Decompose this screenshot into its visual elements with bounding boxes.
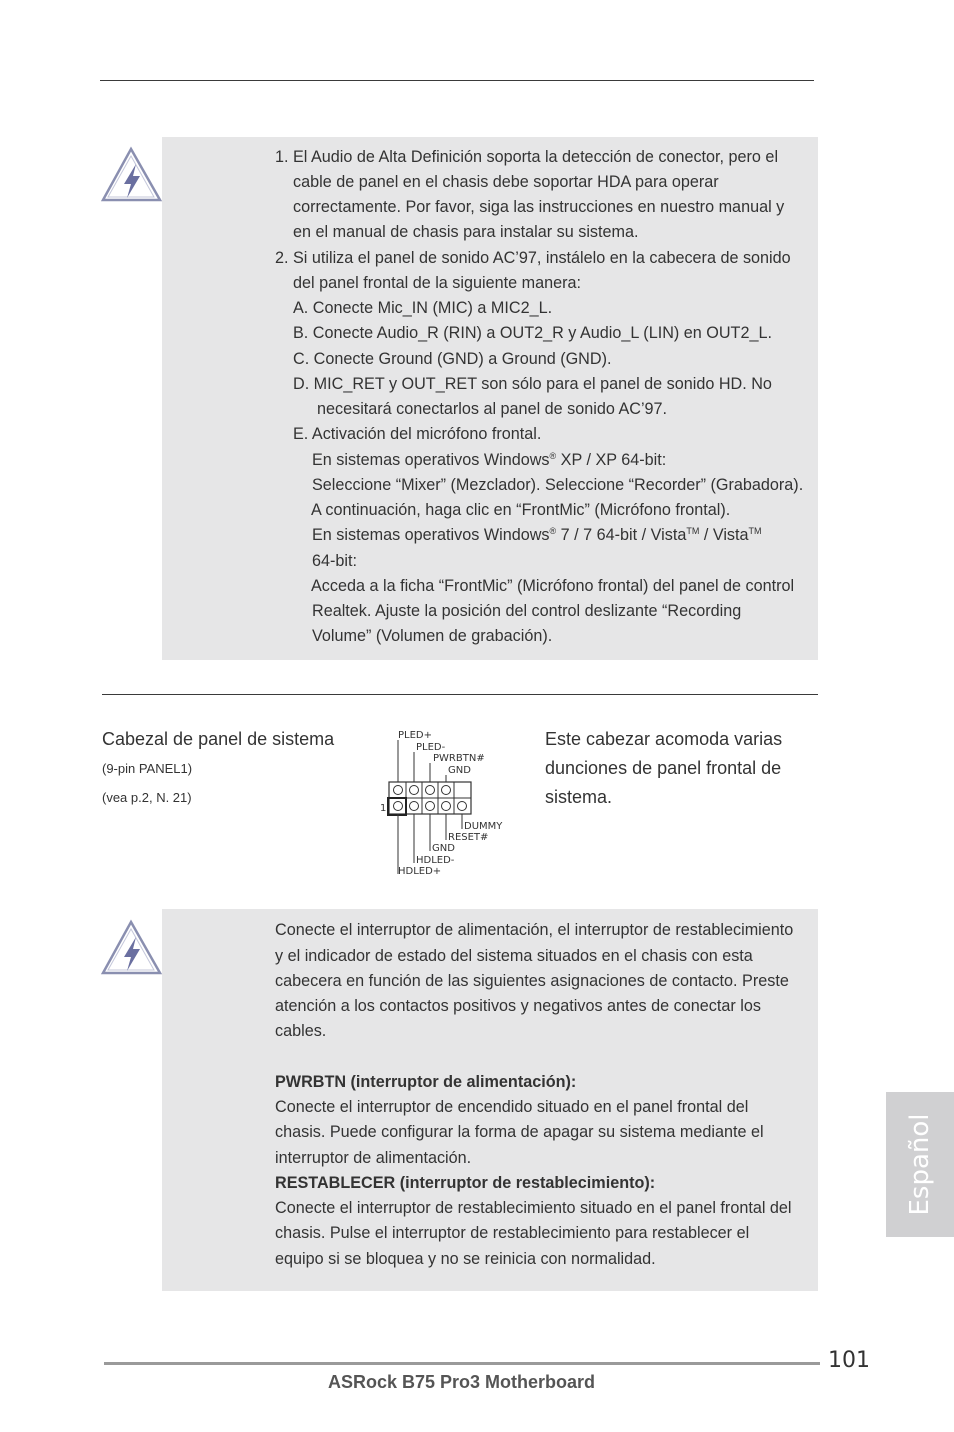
trademark-mark: TM [686,526,700,536]
note1-line-5: 2. Si utiliza el panel de sonido AC’97, instálelo en la cabecera de sonido [275,249,791,267]
footer-bar [104,1362,820,1365]
reset-line-3: equipo si se bloquea y no se reinicia con normalidad. [275,1250,656,1268]
note1-line-11: necesitará conectarlos al panel de sonido AC’97. [317,400,668,418]
note1-line-1: 1. El Audio de Alta Definición soporta la detección de conector, pero el [275,148,779,166]
footer-title: ASRock B75 Pro3 Motherboard [328,1372,596,1392]
note1-tail-1: Acceda a la ficha “FrontMic” (Micrófono frontal) del panel de control [311,577,795,595]
pwrbtn-line-2: chasis. Puede configurar la forma de apagar su sistema mediante el [275,1123,764,1141]
note1-line-4: en el manual de chasis para instalar su sistema. [293,223,639,241]
pin-label-pwrbtn: PWRBTN# [433,753,485,764]
pin-label-pled-minus: PLED- [416,742,446,753]
note2-intro-4: atención a los contactos positivos y negativos antes de conectar los [275,997,761,1015]
note1-line-2: cable de panel en el chasis debe soportar HDA para operar [293,173,719,191]
note1-continue-line: A continuación, haga clic en “FrontMic” (Micrófono frontal). [311,501,731,519]
note1-win7-line [312,525,762,545]
xp-prefix: En sistemas operativos Windows [312,451,550,469]
note1-line-8: B. Conecte Audio_R (RIN) a OUT2_R y Audio_L (LIN) en OUT2_L. [293,324,772,342]
xp-suffix: XP / XP 64-bit: [556,451,667,469]
language-tab [886,1092,954,1237]
section-rule [102,694,818,695]
top-rule [100,80,814,81]
note1-line-3: correctamente. Por favor, siga las instrucciones en nuestro manual y [293,198,785,216]
note1-tail-3: Volume” (Volumen de grabación). [312,627,553,645]
note1-xp-line [312,450,666,470]
reset-line-2: chasis. Pulse el interruptor de restablecimiento para restablecer el [275,1224,750,1242]
note2-intro-2: y el indicador de estado del sistema situados en el chasis con esta [275,947,753,965]
registered-mark: ® [549,526,557,536]
pin-info: (9-pin PANEL1) [102,761,193,776]
page-number: 101 [828,1348,870,1373]
trademark-mark: TM [748,526,762,536]
pin-label-reset: RESET# [448,832,489,843]
note1-mixer-line: Seleccione “Mixer” (Mezclador). Seleccione “Recorder” (Grabadora). [312,476,804,494]
win7-mid: 7 / 7 64-bit / Vista [556,526,687,544]
reset-heading: RESTABLECER (interruptor de restablecimiento): [275,1174,656,1192]
page-ref: (vea p.2, N. 21) [102,790,192,805]
pin-label-dummy: DUMMY [464,821,503,832]
win7-prefix: En sistemas operativos Windows [312,526,550,544]
note2-intro-3: cabecera en función de las siguientes asignaciones de contacto. Preste [275,972,789,990]
note1-line-12: E. Activación del micrófono frontal. [293,425,542,443]
note1-line-10: D. MIC_RET y OUT_RET son sólo para el panel de sonido HD. No [293,375,772,393]
description-line-1: Este cabezar acomoda varias [545,729,783,749]
pin-1-label: 1 [380,803,387,814]
warning-icon [100,919,164,977]
note1-line-6: del panel frontal de la siguiente manera: [293,274,581,292]
pin-label-gnd-top: GND [448,765,471,776]
note1-64bit-line: 64-bit: [312,552,357,570]
description-line-3: sistema. [545,787,613,807]
pin-label-pled-plus: PLED+ [398,730,432,741]
note1-line-9: C. Conecte Ground (GND) a Ground (GND). [293,350,612,368]
note2-intro-1: Conecte el interruptor de alimentación, el interruptor de restablecimiento [275,921,794,939]
language-tab-label: Español [905,1113,935,1216]
section-title: Cabezal de panel de sistema [102,729,335,749]
registered-mark: ® [549,451,557,461]
pin-label-hdled-plus: HDLED+ [398,866,442,877]
note1-line-7: A. Conecte Mic_IN (MIC) a MIC2_L. [293,299,553,317]
pwrbtn-line-3: interruptor de alimentación. [275,1149,472,1167]
reset-line-1: Conecte el interruptor de restablecimiento situado en el panel frontal del [275,1199,792,1217]
warning-icon [100,146,164,204]
note1-tail-2: Realtek. Ajuste la posición del control deslizante “Recording [312,602,742,620]
note2-intro-5: cables. [275,1022,327,1040]
description-line-2: dunciones de panel frontal de [545,758,782,778]
panel-pin-diagram [378,726,518,878]
pwrbtn-line-1: Conecte el interruptor de encendido situado en el panel frontal del [275,1098,749,1116]
win7-mid2: / Vista [699,526,749,544]
pin-label-gnd-bottom: GND [432,843,455,854]
pin-label-hdled-minus: HDLED- [416,855,455,866]
pwrbtn-heading: PWRBTN (interruptor de alimentación): [275,1073,577,1091]
